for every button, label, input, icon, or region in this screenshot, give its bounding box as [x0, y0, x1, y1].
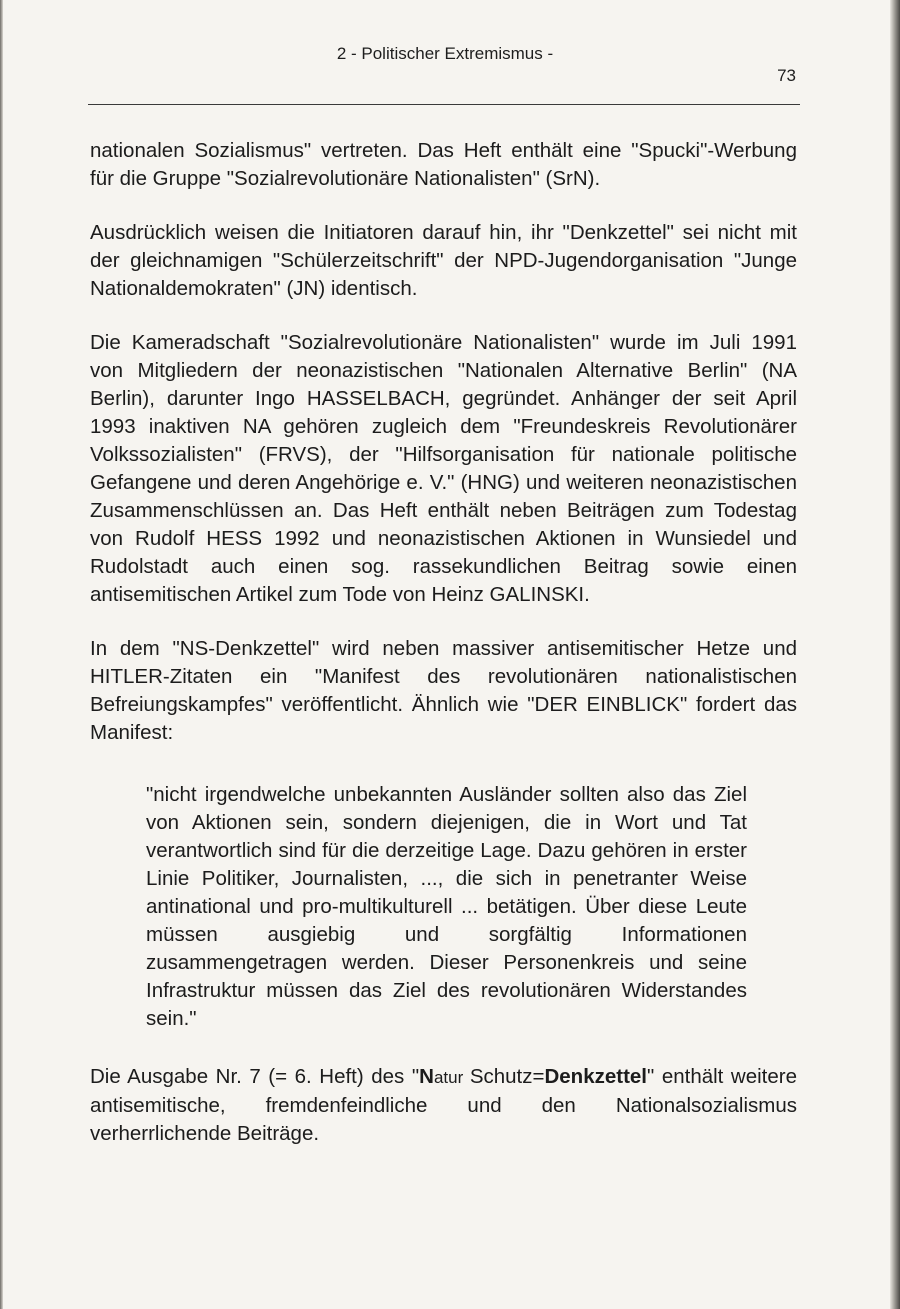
text-run: " enthält weitere antisemitische, fremdenfeindliche und den Nationalsozialismus verherrlichende Beiträge. [90, 1065, 797, 1145]
paragraph-last [90, 1063, 797, 1148]
running-header: 2 - Politischer Extremismus - [336, 44, 554, 63]
text-run: Schutz= [469, 1065, 545, 1088]
text-run: Die Ausgabe Nr. 7 (= 6. Heft) des " [90, 1065, 420, 1088]
body-text [90, 137, 797, 1174]
paragraph: Die Kameradschaft "Sozialrevolutionäre Nationalisten" wurde im Juli 1991 von Mitgliedern der neonazistischen "Nationalen Alternative Berlin" (NA Berlin), darunter Ingo HASSELBACH, gegründet. Anhänger der seit April 1993 inaktiven NA gehören zugleich dem "Freundeskreis Revolutionärer Volkssozialisten" (FRVS), der "Hilfsorganisation für nationale politische Gefangene und deren Angehörige e. V." (HNG) und weiteren neonazistischen Zusammenschlüssen an. Das Heft enthält neben Beiträgen zum Todestag von Rudolf HESS 1992 und neonazistischen Aktionen in Wunsiedel und Rudolstadt auch einen sog. rassekundlichen Beitrag sowie einen antisemitischen Artikel zum Tode von Heinz GALINSKI. [90, 331, 797, 606]
page-right-edge [890, 0, 900, 1309]
header-rule [88, 104, 800, 105]
paragraph: Ausdrücklich weisen die Initiatoren darauf hin, ihr "Denkzettel" sei nicht mit der gleichnamigen "Schülerzeitschrift" der NPD-Jugendorganisation "Junge Nationaldemokraten" (JN) identisch. [90, 221, 797, 300]
text-run-bold: N [419, 1065, 434, 1088]
text-run-bold: Denkzettel [544, 1065, 647, 1088]
page-left-edge [0, 0, 3, 1309]
block-quote: "nicht irgendwelche unbekannten Ausländer sollten also das Ziel von Aktionen sein, sondern diejenigen, die in Wort und Tat verantwortlich sind für die derzeitige Lage. Dazu gehören in erster Linie Politiker, Journalisten, ..., die sich in penetranter Weise antinational und pro-multikulturell ... betätigen. Über diese Leute müssen ausgiebig und sorgfältig Informationen zusammengetragen werden. Dieser Personenkreis und seine Infrastruktur müssen das Ziel des revolutionären Widerstandes sein." [146, 783, 747, 1030]
paragraph: nationalen Sozialismus" vertreten. Das Heft enthält eine "Spucki"-Werbung für die Gruppe "Sozialrevolutionäre Nationalisten" (SrN). [90, 139, 797, 190]
text-run-small: atur [433, 1068, 470, 1087]
paragraph: In dem "NS-Denkzettel" wird neben massiver antisemitischer Hetze und HITLER-Zitaten ein "Manifest des revolutionären nationalistischen Befreiungskampfes" veröffentlicht. Ähnlich wie "DER EINBLICK" fordert das Manifest: [90, 637, 797, 744]
page-number: 73 [777, 66, 796, 85]
